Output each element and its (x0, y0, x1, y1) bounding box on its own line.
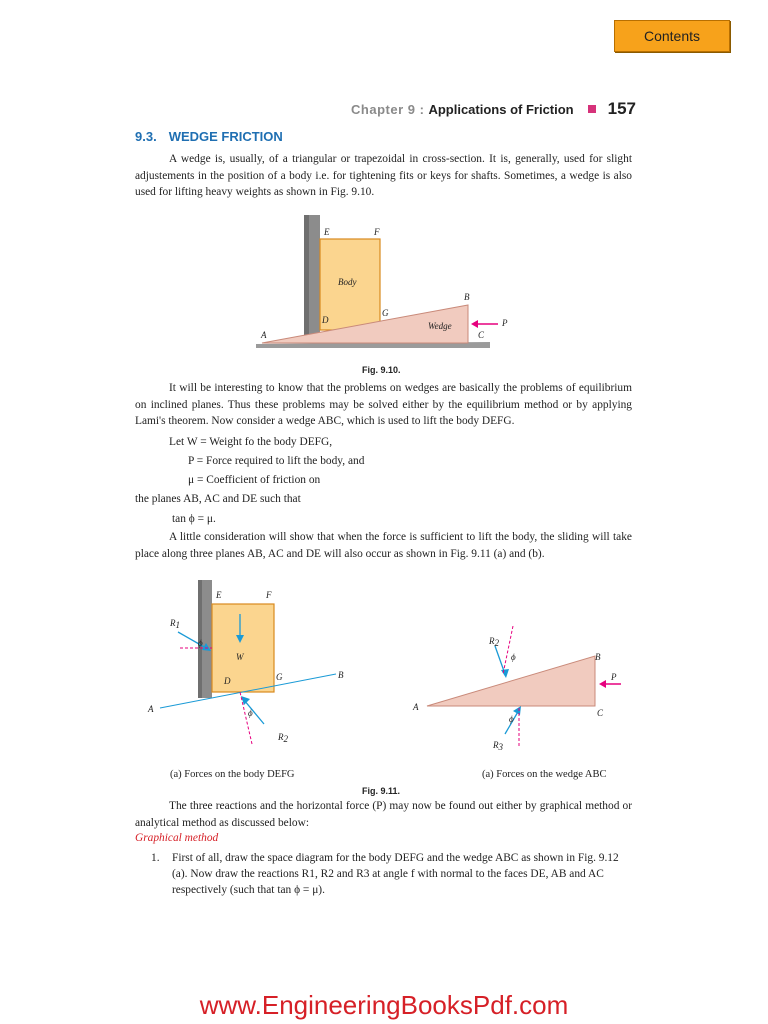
paragraph-intro: A wedge is, usually, of a triangular or trapezoidal in cross-section. It is, generally, used for slight adjustements in the position of a body i.e. for tightening fits or keys for shafts. Sometimes, a wedge is also used for lifting heavy weights as shown in Fig. 9.10. (135, 153, 632, 198)
label-w: W (236, 652, 244, 662)
section-heading (135, 129, 283, 144)
running-head (300, 97, 636, 121)
label-wedge: Wedge (428, 321, 452, 331)
paragraph-equilibrium: It will be interesting to know that the problems on wedges are basically the problems of equilibrium on inclined planes. Thus these problems may be solved either by the equilibrium method or by applying Lami's theorem. Now consider a wedge ABC, which is used to lift the body DEFG. (135, 382, 632, 427)
contents-label: Contents (643, 28, 701, 44)
fig-9-11-left-caption: (a) Forces on the body DEFG (170, 769, 295, 780)
footer-url-link[interactable]: www.EngineeringBooksPdf.com (199, 990, 569, 1020)
force-p-arrowhead (471, 320, 478, 328)
label-a: A (148, 704, 154, 714)
paragraph-reactions: The three reactions and the horizontal force (P) may now be found out either by graphical method or analytical method as discussed below: (135, 800, 632, 829)
let-w-line: Let W = Weight fo the body DEFG, (169, 436, 333, 448)
figure-9-10 (250, 212, 510, 362)
contents-button[interactable] (614, 20, 730, 52)
label-f: F (266, 590, 272, 600)
label-r3: R3 (493, 740, 503, 752)
fig-9-10-caption: Fig. 9.10. (362, 365, 401, 375)
body-block (212, 604, 274, 692)
label-d: D (224, 676, 231, 686)
label-c: C (478, 330, 485, 340)
r2-arrowhead (501, 669, 509, 678)
force-p-arrowhead (599, 680, 606, 688)
label-e: E (216, 590, 222, 600)
let-mu-line: μ = Coefficient of friction on (188, 474, 321, 486)
graphical-method-heading: Graphical method (135, 832, 219, 844)
label-a: A (413, 702, 419, 712)
page-number: 157 (607, 99, 636, 118)
r2-arrow (244, 700, 264, 724)
label-r1: R1 (170, 618, 180, 630)
label-g: G (276, 672, 283, 682)
figure-9-11-right (405, 626, 630, 756)
tan-line: tan ϕ = μ. (172, 513, 216, 525)
header-square-icon (588, 105, 596, 113)
let-p-line: P = Force required to lift the body, and (188, 455, 365, 467)
label-a: A (261, 330, 267, 340)
label-phi-r2: ϕ (511, 652, 516, 662)
section-title: WEDGE FRICTION (168, 129, 283, 144)
fig-9-11-caption: Fig. 9.11. (362, 786, 401, 796)
label-f: F (374, 227, 380, 237)
wall-shade (304, 215, 309, 339)
label-body: Body (338, 277, 357, 287)
chapter-label: Chapter 9 : (351, 101, 425, 117)
label-p: P (611, 672, 617, 682)
label-phi-2: ϕ (248, 708, 253, 718)
wedge (427, 656, 595, 706)
label-b: B (595, 652, 601, 662)
label-r2: R2 (489, 636, 499, 648)
label-c: C (597, 708, 604, 718)
section-number: 9.3. (135, 129, 157, 144)
label-p: P (502, 318, 508, 328)
label-phi-1: ϕ (198, 638, 203, 648)
label-b: B (464, 292, 470, 302)
figure-9-11-left (140, 576, 380, 756)
list-item-number: 1. (151, 852, 160, 864)
chapter-title: Applications of Friction (428, 101, 574, 117)
list-item-text: First of all, draw the space diagram for the body DEFG and the wedge ABC as shown in Fig. 9.12 (a). Now draw the reactions R1, R2 and R3 at angle f with normal to the faces DE, AB and AC respectively (such that tan ϕ = μ). (172, 852, 619, 896)
label-g: G (382, 308, 389, 318)
label-d: D (322, 315, 329, 325)
r2-normal (503, 626, 513, 674)
fig-9-11-right-caption: (a) Forces on the wedge ABC (482, 769, 607, 780)
paragraph-consideration: A little consideration will show that when the force is sufficient to lift the body, the sliding will take place along three planes AB, AC and DE will also occur as shown in Fig. 9.11 (a) and (b). (135, 531, 632, 560)
list-item (151, 850, 632, 898)
label-e: E (324, 227, 330, 237)
planes-line: the planes AB, AC and DE such that (135, 493, 301, 505)
label-b: B (338, 670, 344, 680)
label-r2: R2 (278, 732, 288, 744)
label-phi-r3: ϕ (509, 714, 514, 724)
